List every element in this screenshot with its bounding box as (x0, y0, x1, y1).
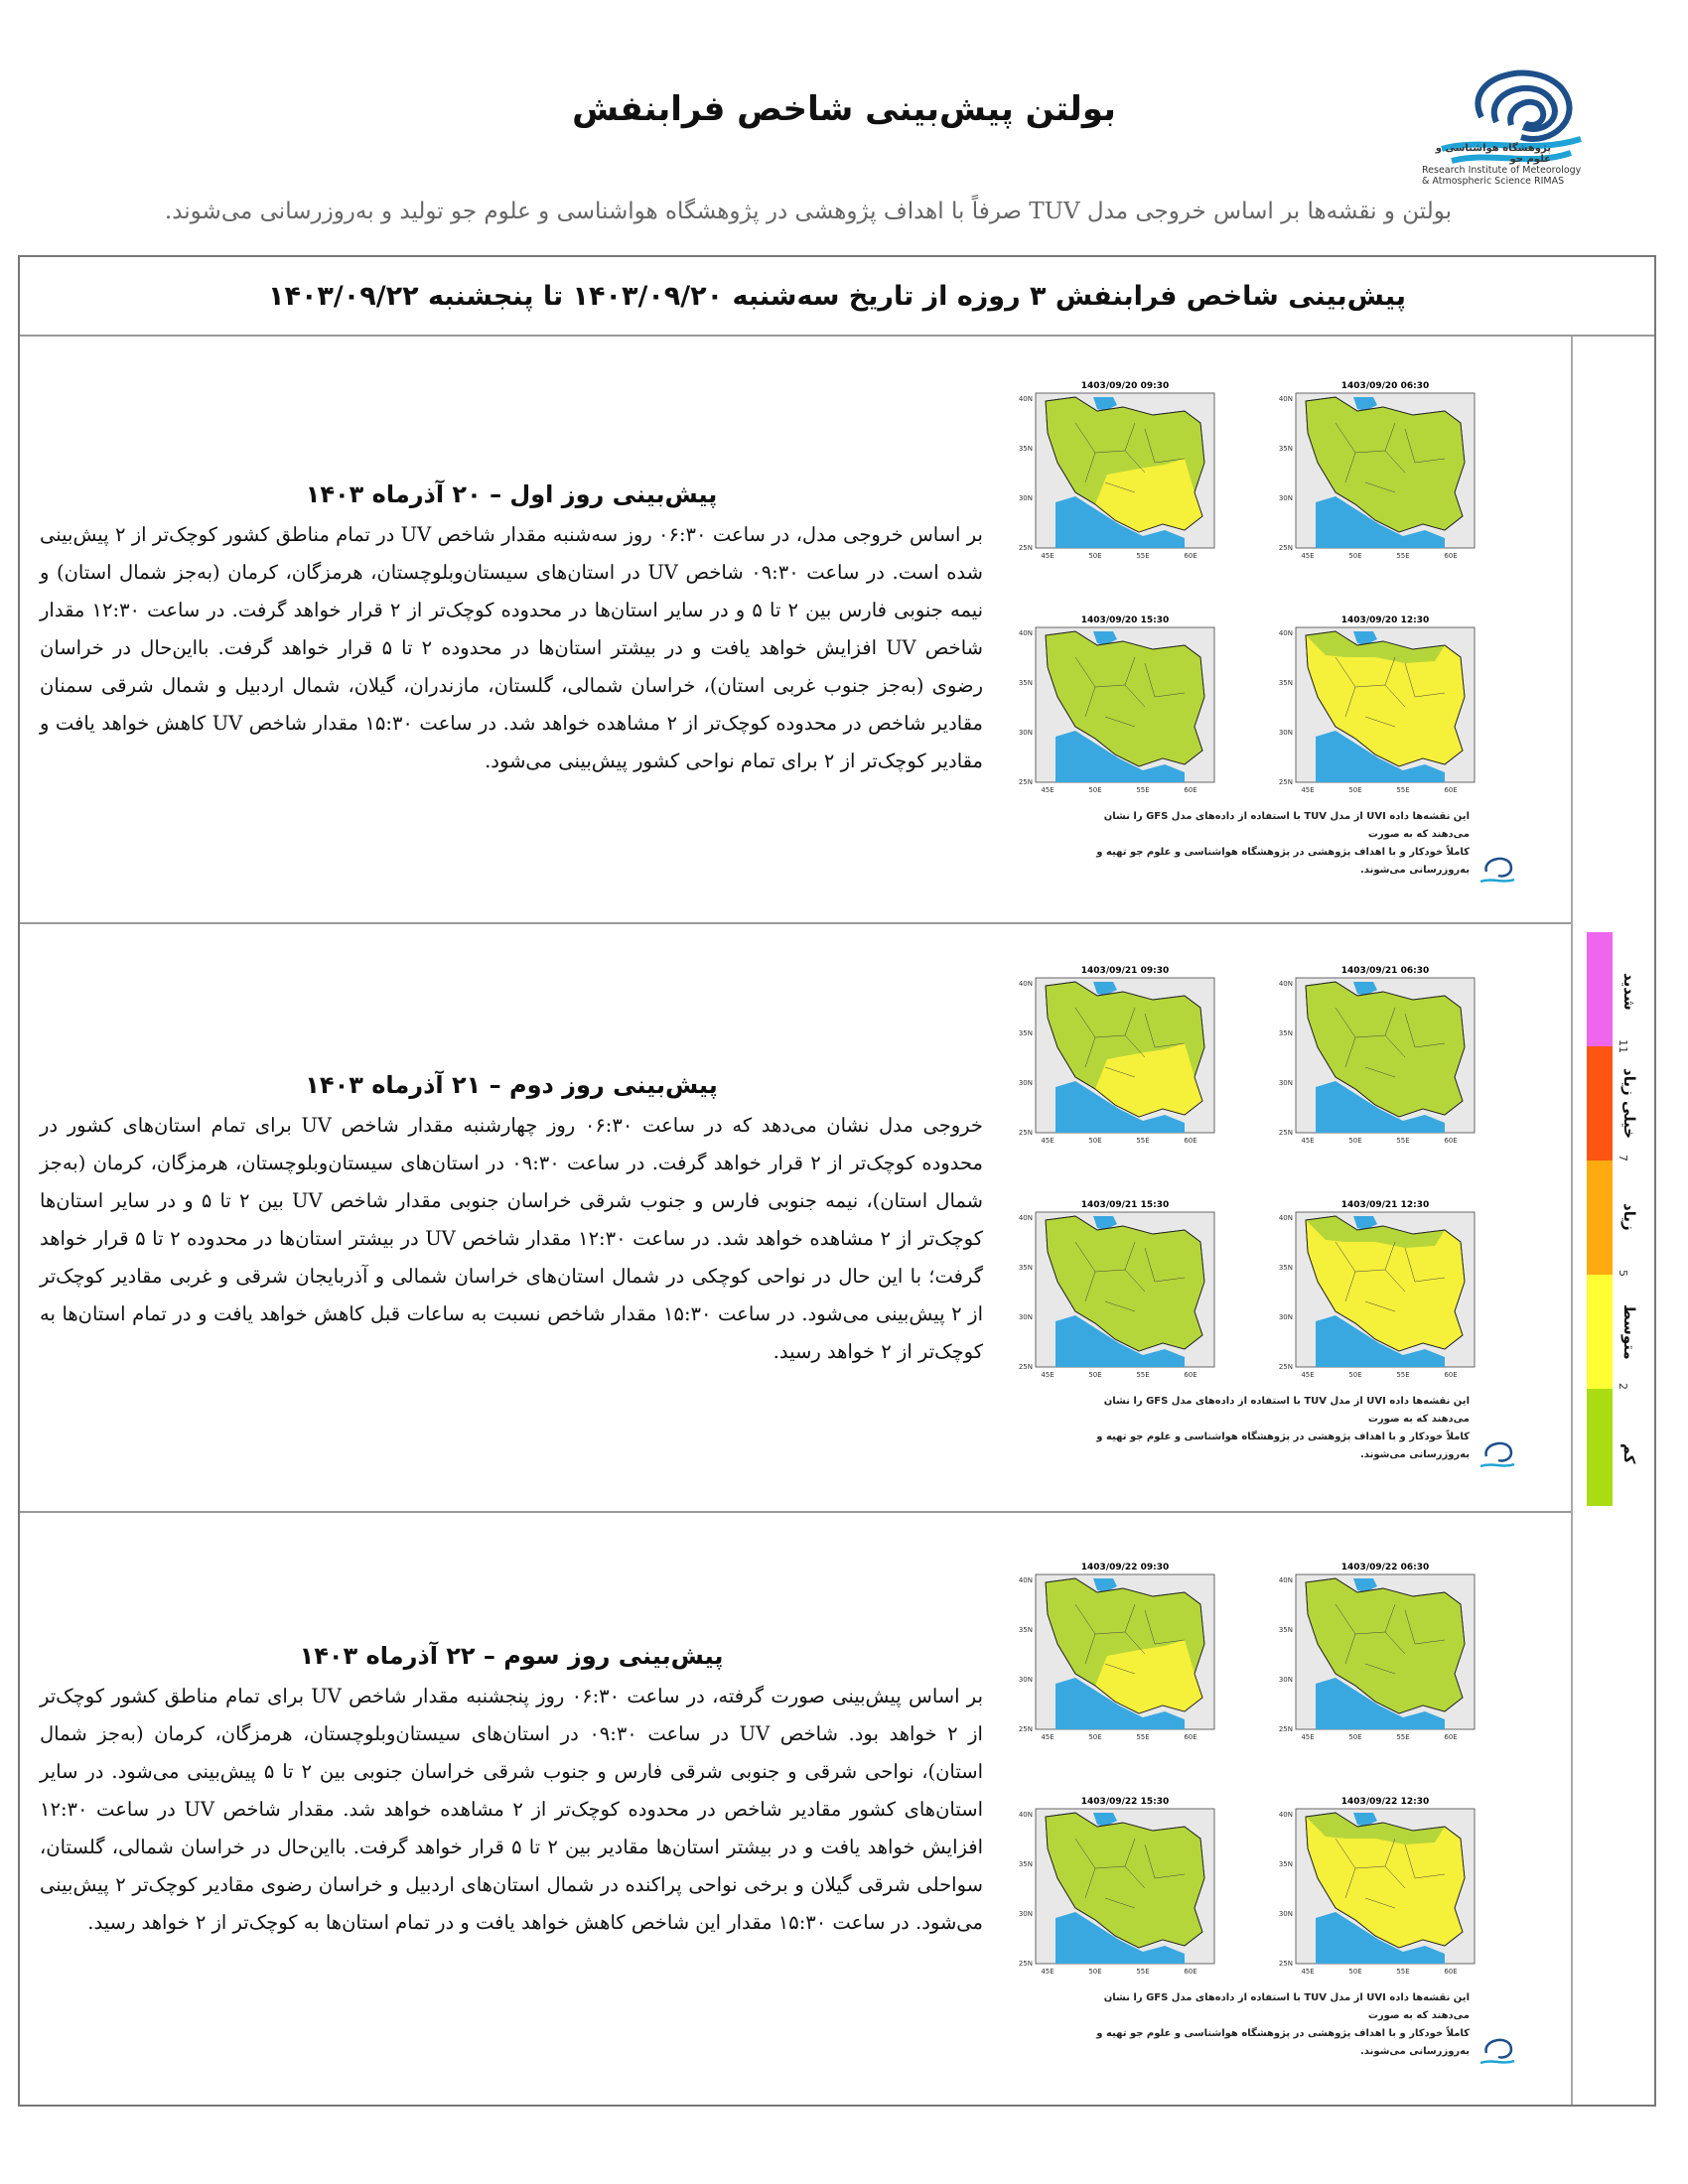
lat-tick-label: 30N (1018, 1313, 1033, 1321)
lat-tick-label: 25N (1018, 544, 1033, 552)
lat-tick-label: 35N (1278, 445, 1293, 453)
lon-tick-label: 45E (1301, 1968, 1315, 1976)
lat-tick-label: 35N (1278, 1860, 1293, 1868)
lat-tick-label: 40N (1278, 1214, 1293, 1222)
lon-tick-label: 60E (1184, 1968, 1197, 1976)
lon-tick-label: 50E (1348, 786, 1362, 794)
lat-tick-label: 40N (1018, 1811, 1033, 1819)
lon-tick-label: 55E (1136, 786, 1150, 794)
uv-map-2 (1279, 615, 1475, 794)
lon-tick-label: 45E (1041, 1371, 1055, 1379)
bulletin-header (0, 0, 1688, 253)
lat-tick-label: 40N (1278, 1811, 1293, 1819)
lon-tick-label: 55E (1136, 1371, 1150, 1379)
lat-tick-label: 30N (1278, 1079, 1293, 1087)
lon-tick-label: 50E (1348, 1968, 1362, 1976)
lon-tick-label: 45E (1301, 1733, 1315, 1741)
legend-band-moderate (1587, 1275, 1613, 1389)
lon-tick-label: 60E (1444, 1371, 1458, 1379)
lat-tick-label: 40N (1018, 1576, 1033, 1584)
lon-tick-label: 45E (1041, 1733, 1055, 1741)
uv-map-time-label: 1403/09/22 15:30 (1080, 1797, 1170, 1807)
lon-tick-label: 45E (1301, 552, 1315, 560)
lon-tick-label: 60E (1184, 786, 1197, 794)
lon-tick-label: 60E (1444, 552, 1458, 560)
lat-tick-label: 30N (1018, 1910, 1033, 1918)
lon-tick-label: 50E (1088, 1371, 1102, 1379)
lat-tick-label: 25N (1278, 778, 1293, 786)
lat-tick-label: 35N (1018, 679, 1033, 687)
map-source-note-line-2: کاملاً خودکار و با اهداف پژوهشی در پژوهشگاه هواشناسی و علوم جو تهیه و به‌روزرسانی می‌شوند. (1096, 2028, 1470, 2057)
uv-map-grid (998, 351, 1569, 818)
lat-tick-label: 30N (1018, 1676, 1033, 1684)
lat-tick-label: 35N (1278, 679, 1293, 687)
uv-map-3 (1019, 615, 1214, 794)
uv-map-time-label: 1403/09/21 09:30 (1080, 966, 1170, 976)
lon-tick-label: 60E (1444, 1137, 1458, 1145)
legend-tick-2: 2 (1617, 1383, 1629, 1390)
lat-tick-label: 30N (1278, 1313, 1293, 1321)
lon-tick-label: 55E (1396, 1968, 1410, 1976)
lat-tick-label: 30N (1278, 1676, 1293, 1684)
rimas-small-logo-icon (1475, 850, 1518, 889)
legend-label-extreme: شدید (1620, 973, 1638, 1011)
lon-tick-label: 60E (1184, 1137, 1197, 1145)
lat-tick-label: 25N (1018, 1725, 1033, 1733)
logo-caption (1422, 143, 1601, 187)
lat-tick-label: 25N (1278, 1129, 1293, 1137)
lon-tick-label: 60E (1184, 1371, 1197, 1379)
day-1-body: بر اساس خروجی مدل، در ساعت ۰۶:۳۰ روز سه‌شنبه مقدار شاخص UV در تمام مناطق کشور کوچک‌تر از ۲ پیش‌بینی شده است. در ساعت ۰۹:۳۰ شاخص UV در استان‌های سیستان‌وبلوچستان، هرمزگان، کرمان (به‌جز شمال استان) و نیمه جنوبی فارس بین ۲ تا ۵ و در سایر استان‌ها در محدوده کوچک‌تر از ۲ قرار خواهد گرفت. در ساعت ۱۲:۳۰ مقدار شاخص UV افزایش خواهد یافت و در بیشتر استان‌ها در محدوده ۲ تا ۵ قرار خواهد گرفت. بااین‌حال در خراسان رضوی (به‌جز جنوب غربی استان)، خراسان شمالی، گلستان، مازندران، گیلان، شمال اردبیل و شمال شرقی سمنان مقادیر شاخص در محدوده کوچک‌تر از ۲ مشاهده خواهد شد. در ساعت ۱۵:۳۰ مقدار شاخص UV کاهش خواهد یافت و مقادیر کوچک‌تر از ۲ برای تمام نواحی کشور پیش‌بینی می‌شود. (40, 523, 984, 772)
lon-tick-label: 50E (1088, 552, 1102, 560)
lon-tick-label: 55E (1396, 1137, 1410, 1145)
lon-tick-label: 60E (1184, 1733, 1197, 1741)
day-3-text (40, 1642, 983, 1942)
day-3-body: بر اساس پیش‌بینی صورت گرفته، در ساعت ۰۶:۳۰ روز پنجشنبه مقدار شاخص UV برای تمام مناطق کشور کوچک‌تر از ۲ خواهد بود. شاخص UV در ساعت ۰۹:۳۰ در استان‌های سیستان‌وبلوچستان، هرمزگان، کرمان (به‌جز شمال استان)، نواحی شرقی و جنوبی شرقی فارس و جنوب شرقی خراسان جنوبی بین ۲ تا ۵ پیش‌بینی می‌شود. در سایر استان‌های کشور مقادیر شاخص در محدوده کوچک‌تر از ۲ مشاهده خواهد شد. مقدار شاخص UV در ساعت ۱۲:۳۰ افزایش خواهد یافت و در بیشتر استان‌ها مقادیر بین ۲ تا ۵ قرار خواهد گرفت. بااین‌حال در خراسان شمالی، گلستان، سواحلی شرقی گیلان و برخی نواحی پراکنده در شمال استان‌های اردبیل و خراسان رضوی مقادیر کوچک‌تر ۲ پیش‌بینی می‌شود. در ساعت ۱۵:۳۰ مقدار این شاخص کاهش خواهد یافت و در تمام استان‌ها به کوچک‌تر از ۲ خواهد رسید. (40, 1685, 983, 1934)
map-source-note-line-1: این نقشه‌ها داده UVI از مدل TUV با استفاده از داده‌های مدل GFS را نشان می‌دهند که به صورت (1103, 1396, 1470, 1425)
lat-tick-label: 30N (1018, 729, 1033, 737)
lat-tick-label: 25N (1278, 1960, 1293, 1968)
uv-map-time-label: 1403/09/20 15:30 (1080, 615, 1170, 625)
logo-name-en-1: Research Institute of Meteorology (1422, 165, 1582, 176)
legend-tick-5: 5 (1617, 1270, 1629, 1277)
day-2-text (40, 1071, 983, 1371)
lat-tick-label: 25N (1278, 1363, 1293, 1371)
uv-map-time-label: 1403/09/20 09:30 (1080, 381, 1170, 391)
lon-tick-label: 55E (1396, 1733, 1410, 1741)
lat-tick-label: 35N (1018, 1626, 1033, 1634)
legend-label-high: زیاد (1620, 1203, 1638, 1231)
lon-tick-label: 50E (1348, 1371, 1362, 1379)
uv-map-time-label: 1403/09/22 09:30 (1080, 1563, 1170, 1572)
uv-map-time-label: 1403/09/21 15:30 (1080, 1200, 1170, 1210)
legend-label-very-high: خیلی زیاد (1620, 1067, 1638, 1140)
lon-tick-label: 50E (1348, 552, 1362, 560)
lat-tick-label: 25N (1278, 544, 1293, 552)
lat-tick-label: 30N (1018, 494, 1033, 502)
lat-tick-label: 25N (1018, 778, 1033, 786)
day-2-body: خروجی مدل نشان می‌دهد که در ساعت ۰۶:۳۰ روز چهارشنبه مقدار شاخص UV برای تمام استان‌های کشور در محدوده کوچک‌تر از ۲ قرار خواهد گرفت. در ساعت ۰۹:۳۰ در استان‌های سیستان‌وبلوچستان، هرمزگان، کرمان (به‌جز شمال استان)، نیمه جنوبی فارس و جنوب شرقی خراسان جنوبی مقدار شاخص UV بین ۲ تا ۵ و در سایر استان‌ها کوچک‌تر از ۲ مشاهده خواهد شد. در ساعت ۱۲:۳۰ مقدار شاخص UV در بیشتر استان‌ها در محدوده ۲ تا ۵ قرار خواهد گرفت؛ با این حال در نواحی کوچکی در شمال استان‌های خراسان شمالی و آذربایجان شرقی و غربی مقادیر کوچک‌تر از ۲ پیش‌بینی می‌شود. در ساعت ۱۵:۳۰ مقدار شاخص نسبت به ساعات قبل کاهش خواهد یافت و در تمام استان‌ها به کوچک‌تر از ۲ خواهد رسید. (40, 1114, 984, 1363)
lon-tick-label: 45E (1041, 1968, 1055, 1976)
lat-tick-label: 35N (1278, 1029, 1293, 1037)
uv-map-time-label: 1403/09/22 06:30 (1340, 1563, 1430, 1572)
lon-tick-label: 50E (1348, 1137, 1362, 1145)
header-note: بولتن و نقشه‌ها بر اساس خروجی مدل TUV صرفاً با اهداف پژوهشی در پژوهشگاه هواشناسی و علوم جو تولید و به‌روزرسانی می‌شوند. (164, 199, 1452, 224)
uv-map-time-label: 1403/09/20 12:30 (1340, 615, 1430, 625)
lon-tick-label: 60E (1444, 786, 1458, 794)
lat-tick-label: 40N (1018, 629, 1033, 637)
lon-tick-label: 55E (1136, 552, 1150, 560)
legend-band-high (1587, 1160, 1613, 1275)
lat-tick-label: 25N (1278, 1725, 1293, 1733)
day-3-map-panel (998, 1533, 1569, 2099)
uv-map-time-label: 1403/09/22 12:30 (1340, 1797, 1430, 1807)
lon-tick-label: 55E (1136, 1137, 1150, 1145)
lon-tick-label: 45E (1041, 1137, 1055, 1145)
uv-map-1 (1019, 966, 1214, 1145)
legend-label-moderate: متوسط (1620, 1303, 1638, 1360)
rimas-small-logo-icon (1475, 1434, 1518, 1474)
day-2-section (20, 924, 1571, 1513)
map-source-note (1087, 1989, 1470, 2061)
uv-legend (1587, 932, 1642, 1506)
uv-map-0 (1279, 1563, 1475, 1741)
lat-tick-label: 40N (1278, 1576, 1293, 1584)
uv-legend-column (1571, 337, 1654, 2105)
lon-tick-label: 45E (1301, 786, 1315, 794)
lat-tick-label: 40N (1278, 629, 1293, 637)
map-source-note-line-2: کاملاً خودکار و با اهداف پژوهشی در پژوهشگاه هواشناسی و علوم جو تهیه و به‌روزرسانی می‌شوند. (1096, 847, 1470, 876)
legend-band-low (1587, 1389, 1613, 1506)
uv-map-2 (1279, 1797, 1475, 1976)
logo-name-en-2: & Atmospheric Science RIMAS (1422, 176, 1565, 187)
legend-band-extreme (1587, 932, 1613, 1046)
lon-tick-label: 60E (1444, 1968, 1458, 1976)
uv-map-time-label: 1403/09/21 12:30 (1340, 1200, 1430, 1210)
lon-tick-label: 45E (1041, 552, 1055, 560)
lat-tick-label: 30N (1018, 1079, 1033, 1087)
uv-map-3 (1019, 1797, 1214, 1976)
day-2-heading: پیش‌بینی روز دوم – ۲۱ آذرماه ۱۴۰۳ (305, 1071, 718, 1099)
day-3-heading: پیش‌بینی روز سوم – ۲۲ آذرماه ۱۴۰۳ (299, 1642, 724, 1670)
lon-tick-label: 55E (1136, 1968, 1150, 1976)
lon-tick-label: 50E (1088, 1733, 1102, 1741)
lon-tick-label: 60E (1444, 1733, 1458, 1741)
lat-tick-label: 40N (1018, 395, 1033, 403)
day-1-heading: پیش‌بینی روز اول – ۲۰ آذرماه ۱۴۰۳ (305, 480, 718, 508)
uv-map-time-label: 1403/09/20 06:30 (1340, 381, 1430, 391)
uv-map-0 (1279, 381, 1475, 560)
legend-band-very-high (1587, 1046, 1613, 1160)
lon-tick-label: 50E (1088, 786, 1102, 794)
lat-tick-label: 25N (1018, 1129, 1033, 1137)
uv-map-grid (998, 1533, 1569, 1999)
rimas-small-logo-icon (1475, 2031, 1518, 2071)
lon-tick-label: 45E (1301, 1371, 1315, 1379)
lon-tick-label: 55E (1396, 786, 1410, 794)
lat-tick-label: 35N (1018, 445, 1033, 453)
lon-tick-label: 50E (1088, 1968, 1102, 1976)
day-1-text (40, 480, 983, 780)
lon-tick-label: 60E (1184, 552, 1197, 560)
day-1-map-panel (998, 351, 1569, 917)
legend-tick-7: 7 (1617, 1155, 1629, 1161)
lat-tick-label: 25N (1018, 1960, 1033, 1968)
page-title: بولتن پیش‌بینی شاخص فرابنفش (572, 89, 1116, 129)
lon-tick-label: 45E (1301, 1137, 1315, 1145)
uv-map-2 (1279, 1200, 1475, 1379)
forecast-frame (18, 255, 1656, 2107)
lon-tick-label: 55E (1136, 1733, 1150, 1741)
lat-tick-label: 35N (1278, 1264, 1293, 1272)
day-2-map-panel (998, 936, 1569, 1502)
lat-tick-label: 35N (1018, 1029, 1033, 1037)
map-source-note-line-1: این نقشه‌ها داده UVI از مدل TUV با استفاده از داده‌های مدل GFS را نشان می‌دهند که به صورت (1103, 1992, 1470, 2021)
map-source-note-line-1: این نقشه‌ها داده UVI از مدل TUV با استفاده از داده‌های مدل GFS را نشان می‌دهند که به صورت (1103, 811, 1470, 840)
uv-map-1 (1019, 381, 1214, 560)
lat-tick-label: 30N (1278, 494, 1293, 502)
uv-map-time-label: 1403/09/21 06:30 (1340, 966, 1430, 976)
lon-tick-label: 55E (1396, 1371, 1410, 1379)
forecast-period-title: پیش‌بینی شاخص فرابنفش ۳ روزه از تاریخ سه‌شنبه ۱۴۰۳/۰۹/۲۰ تا پنجشنبه ۱۴۰۳/۰۹/۲۲ (20, 257, 1654, 337)
legend-tick-11: 11 (1617, 1039, 1629, 1053)
uv-map-1 (1019, 1563, 1214, 1741)
lat-tick-label: 40N (1278, 395, 1293, 403)
day-3-section (20, 1513, 1571, 2105)
uv-map-3 (1019, 1200, 1214, 1379)
logo-name-fa: پژوهشگاه هواشناسی و علوم جو (1435, 143, 1551, 165)
lat-tick-label: 40N (1018, 980, 1033, 988)
uv-map-grid (998, 936, 1569, 1403)
lat-tick-label: 35N (1018, 1264, 1033, 1272)
lon-tick-label: 50E (1348, 1733, 1362, 1741)
lat-tick-label: 35N (1018, 1860, 1033, 1868)
lat-tick-label: 40N (1018, 1214, 1033, 1222)
lat-tick-label: 30N (1278, 1910, 1293, 1918)
map-source-note (1087, 808, 1470, 880)
map-source-note-line-2: کاملاً خودکار و با اهداف پژوهشی در پژوهشگاه هواشناسی و علوم جو تهیه و به‌روزرسانی می‌شوند. (1096, 1432, 1470, 1460)
map-source-note (1087, 1393, 1470, 1464)
lon-tick-label: 45E (1041, 786, 1055, 794)
day-1-section (20, 337, 1571, 924)
lat-tick-label: 25N (1018, 1363, 1033, 1371)
lat-tick-label: 30N (1278, 729, 1293, 737)
uv-map-0 (1279, 966, 1475, 1145)
lon-tick-label: 50E (1088, 1137, 1102, 1145)
lon-tick-label: 55E (1396, 552, 1410, 560)
legend-label-low: کم (1620, 1442, 1638, 1464)
lat-tick-label: 35N (1278, 1626, 1293, 1634)
lat-tick-label: 40N (1278, 980, 1293, 988)
